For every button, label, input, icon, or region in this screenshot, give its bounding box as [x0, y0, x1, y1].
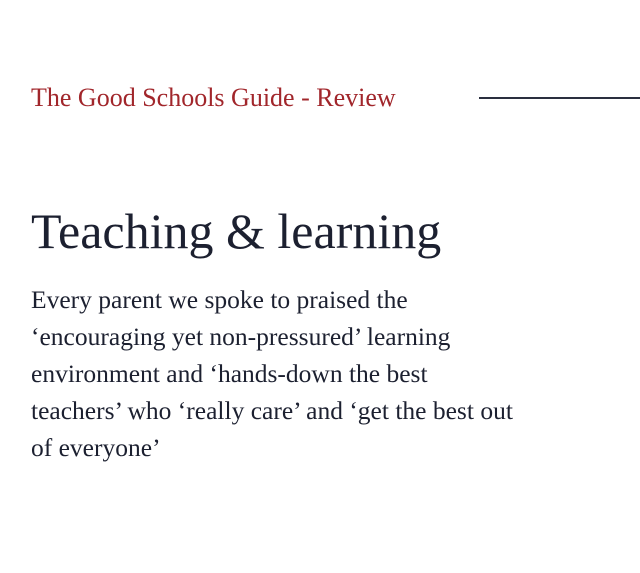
quote-line: ‘encouraging yet non-pressured’ learning: [31, 322, 451, 351]
section-heading: Teaching & learning: [31, 203, 442, 259]
quote-line: environment and ‘hands-down the best: [31, 359, 428, 388]
quote-line: teachers’ who ‘really care’ and ‘get the best out: [31, 396, 513, 425]
quote-line: of everyone’: [31, 433, 161, 462]
review-quote: [31, 281, 631, 466]
review-source-label: The Good Schools Guide - Review: [31, 83, 396, 112]
header-divider: [479, 97, 640, 99]
quote-line: Every parent we spoke to praised the: [31, 285, 408, 314]
review-header: [31, 78, 640, 118]
